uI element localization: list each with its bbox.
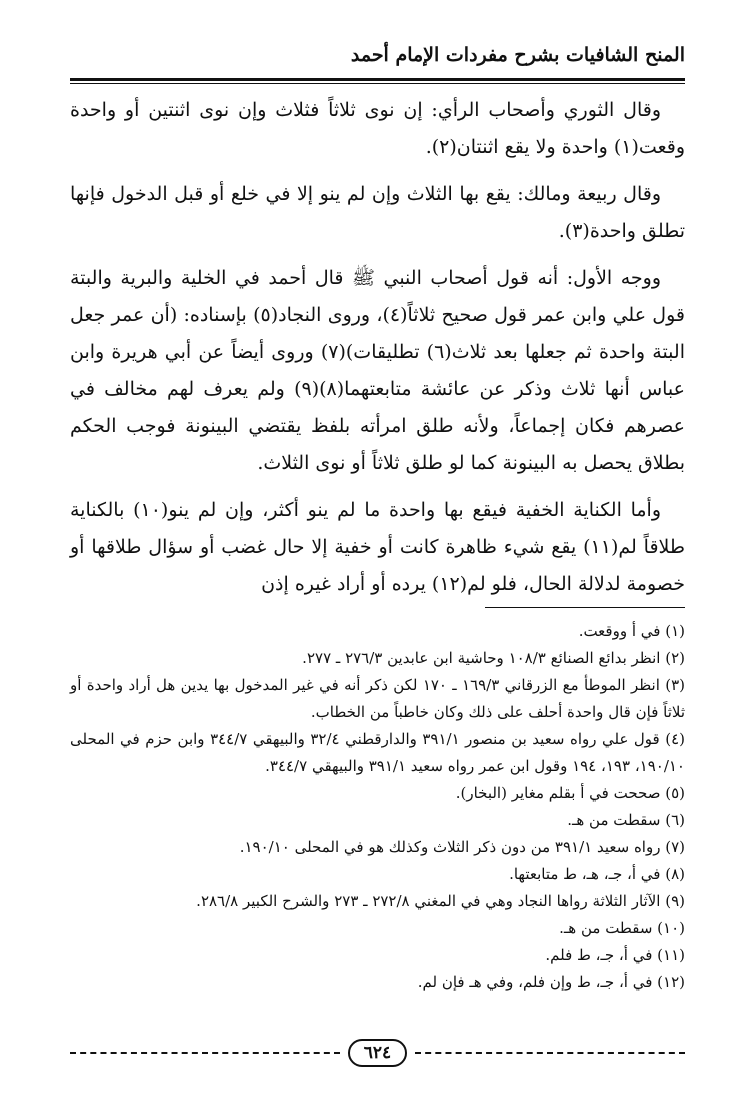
footer-dash-right xyxy=(415,1052,685,1054)
page-number: ٦٢٤ xyxy=(348,1039,407,1067)
footnote-6: (٦) سقطت من هـ. xyxy=(567,811,685,829)
footnote-11: (١١) في أ، جـ، ط فلم. xyxy=(545,946,685,964)
footnote-9: (٩) الآثار الثلاثة رواها النجاد وهي في المغني ٢٧٢/٨ ـ ٢٧٣ والشرح الكبير ٢٨٦/٨. xyxy=(196,892,685,910)
footer-dash-left xyxy=(70,1052,340,1054)
paragraph-1: وقال الثوري وأصحاب الرأي: إن نوى ثلاثاً فثلاث وإن نوى اثنتين أو واحدة وقعت(١) واحدة ولا يقع اثنتان(٢). xyxy=(70,99,685,158)
main-text xyxy=(70,92,685,613)
paragraph-3: ووجه الأول: أنه قول أصحاب النبي ﷺ قال أحمد في الخلية والبرية والبتة قول علي وابن عمر قول صحيح ثلاثاً(٤)، وروى النجاد(٥) بإسناده: (أن عمر جعل البتة واحدة ثم جعلها بعد ثلاث(٦) تطليقات)(٧) وروى أيضاً عن أبي هريرة وابن عباس أنها ثلاث وذكر عن عائشة متابعتهما(٨)(٩) ولم يعرف لهم مخالف في عصرهم فكان إجماعاً، ولأنه طلق امرأته بلفظ يقتضي البينونة فوجب الحكم بطلاق يحصل به البينونة كما لو طلق ثلاثاً أو نوى الثلاث. xyxy=(70,267,686,474)
footnotes-list xyxy=(70,618,685,996)
footnote-3: (٣) انظر الموطأ مع الزرقاني ١٦٩/٣ ـ ١٧٠ لكن ذكر أنه في غير المدخول بها يدين هل أراد واحدة أو ثلاثاً فإن قال واحدة أحلف على ذلك وكان خاطباً من الخطاب. xyxy=(70,676,685,721)
footnote-10: (١٠) سقطت من هـ. xyxy=(559,919,685,937)
header-rule-thick xyxy=(70,78,685,81)
paragraph-2: وقال ربيعة ومالك: يقع بها الثلاث وإن لم ينو إلا في خلع أو قبل الدخول فإنها تطلق واحدة(٣). xyxy=(70,183,685,242)
footnote-7: (٧) رواه سعيد ٣٩١/١ من دون ذكر الثلاث وكذلك هو في المحلى ١٩٠/١٠. xyxy=(239,838,685,856)
header-rule-thin xyxy=(70,83,685,84)
footnote-2: (٢) انظر بدائع الصنائع ١٠٨/٣ وحاشية ابن عابدين ٢٧٦/٣ ـ ٢٧٧. xyxy=(302,649,685,667)
footnote-1: (١) في أ ووقعت. xyxy=(578,622,685,640)
footnote-8: (٨) في أ، جـ، هـ، ط متابعتها. xyxy=(509,865,685,883)
page-footer xyxy=(70,1036,685,1070)
footnote-5: (٥) صححت في أ بقلم مغاير (البخار). xyxy=(455,784,685,802)
footnote-12: (١٢) في أ، جـ، ط وإن فلم، وفي هـ فإن لم. xyxy=(417,973,685,991)
paragraph-4: وأما الكناية الخفية فيقع بها واحدة ما لم ينو أكثر، وإن لم ينو(١٠) بالكناية طلاقاً لم(١١) يقع شيء ظاهرة كانت أو خفية إلا حال غضب أو سؤال طلاقها أو خصومة لدلالة الحال، فلو لم(١٢) يرده أو أراد غيره إذن xyxy=(70,499,685,595)
footnote-4: (٤) قول علي رواه سعيد بن منصور ٣٩١/١ والدارقطني ٣٢/٤ والبيهقي ٣٤٤/٧ وابن حزم في المحلى ١٩٠/١٠، ١٩٣، ١٩٤ وقول ابن عمر رواه سعيد ٣٩١/١ والبيهقي ٣٤٤/٧. xyxy=(70,730,685,775)
footnote-separator xyxy=(485,607,685,608)
running-header-title: المنح الشافيات بشرح مفردات الإمام أحمد xyxy=(350,44,685,66)
